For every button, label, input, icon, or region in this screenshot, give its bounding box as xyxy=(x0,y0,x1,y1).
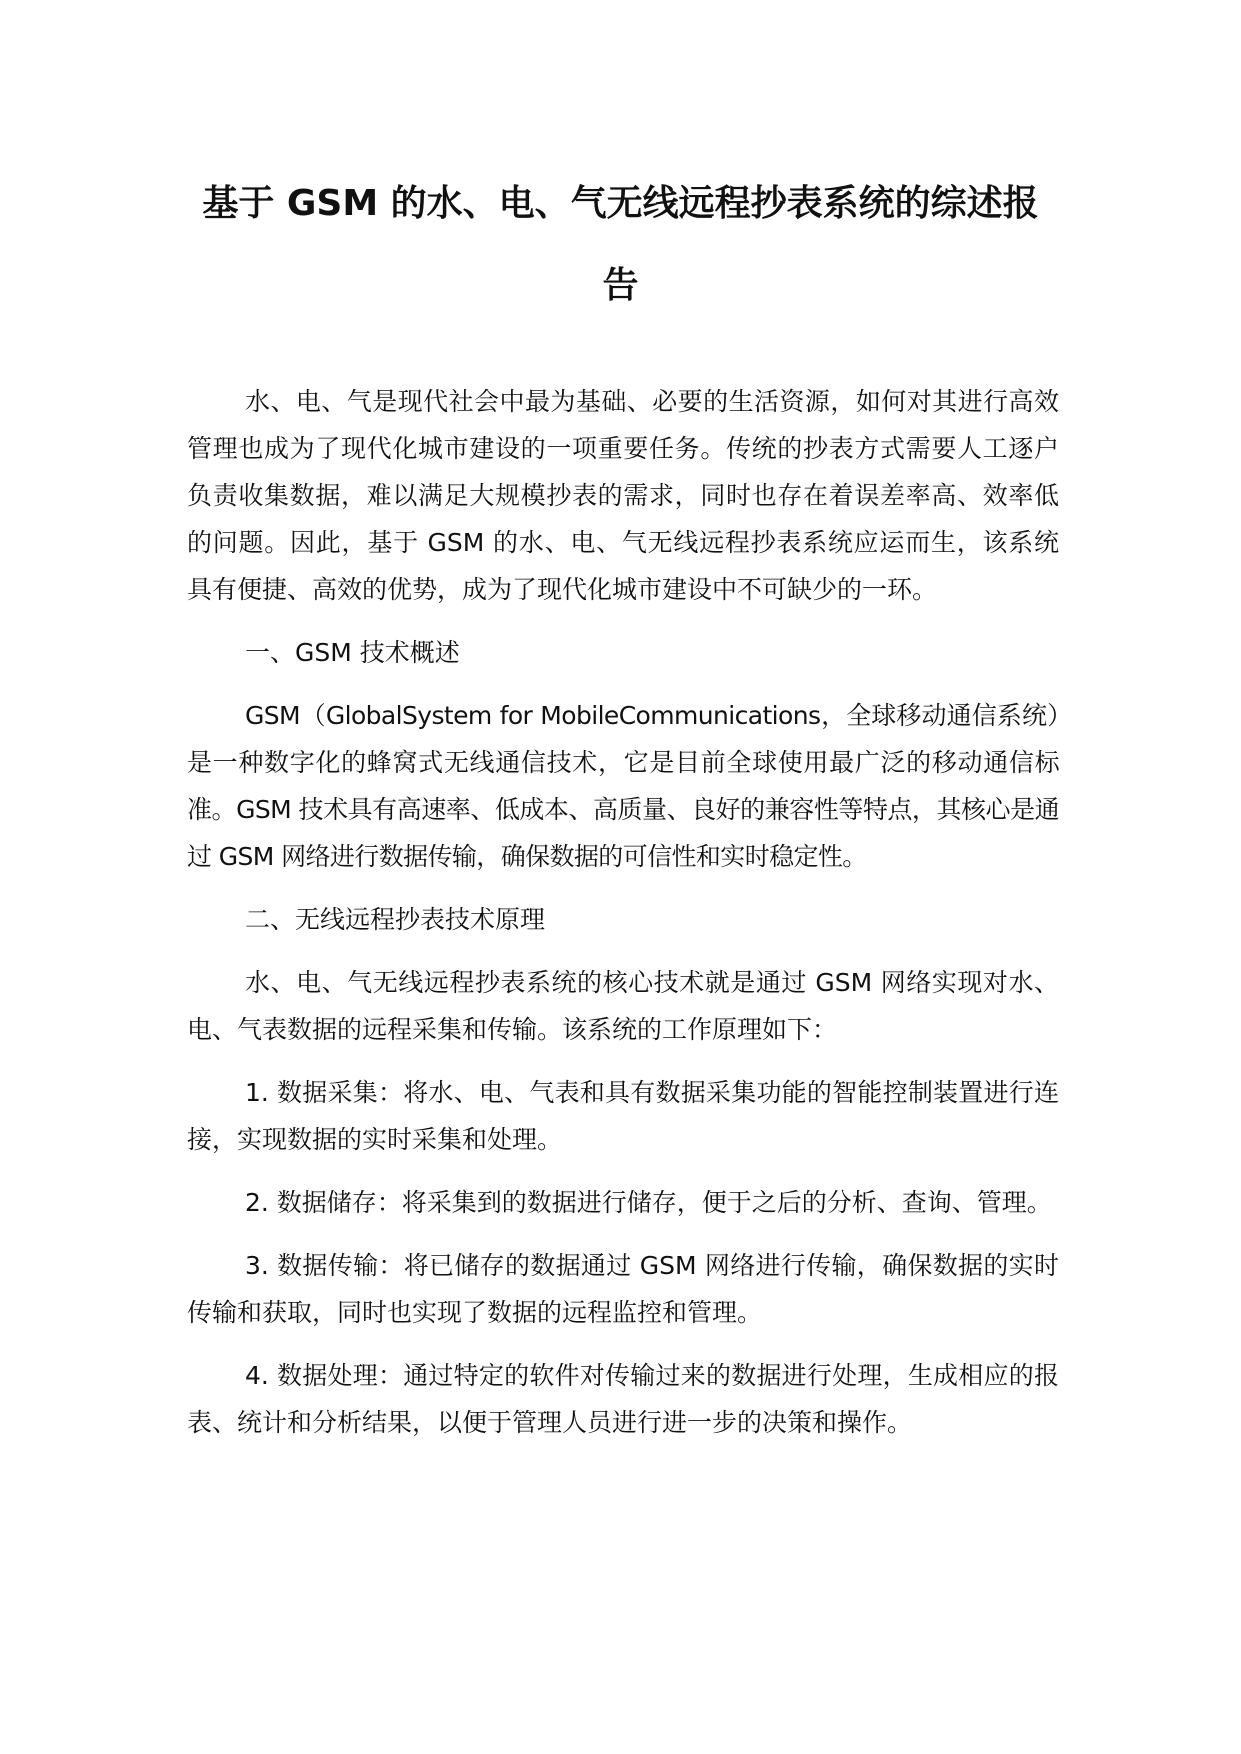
principle-paragraph: 水、电、气无线远程抄表系统的核心技术就是通过 GSM 网络实现对水、电、气表数据的远程采集和传输。该系统的工作原理如下： xyxy=(187,968,1059,1044)
document-title-line-2: 告 xyxy=(602,265,639,306)
list-item-data-storage: 2. 数据储存：将采集到的数据进行储存，便于之后的分析、查询、管理。 xyxy=(245,1188,1052,1217)
section-heading-2: 二、无线远程抄表技术原理 xyxy=(245,905,546,934)
list-item-data-collection: 1. 数据采集：将水、电、气表和具有数据采集功能的智能控制装置进行连接，实现数据的实时采集和处理。 xyxy=(187,1078,1059,1154)
section-heading-1: 一、GSM 技术概述 xyxy=(245,638,460,667)
gsm-overview-paragraph: GSM（GlobalSystem for MobileCommunications，全球移动通信系统）是一种数字化的蜂窝式无线通信技术，它是目前全球使用最广泛的移动通信标准。GSM 技术具有高速率、低成本、高质量、良好的兼容性等特点，其核心是通过 GSM 网络进行数据传输，确保数据的可信性和实时稳定性。 xyxy=(187,701,1059,871)
document-body xyxy=(187,378,1059,1446)
list-item-data-processing: 4. 数据处理：通过特定的软件对传输过来的数据进行处理，生成相应的报表、统计和分析结果，以便于管理人员进行进一步的决策和操作。 xyxy=(187,1361,1059,1437)
intro-paragraph: 水、电、气是现代社会中最为基础、必要的生活资源，如何对其进行高效管理也成为了现代化城市建设的一项重要任务。传统的抄表方式需要人工逐户负责收集数据，难以满足大规模抄表的需求，同时也存在着误差率高、效率低的问题。因此，基于 GSM 的水、电、气无线远程抄表系统应运而生，该系统具有便捷、高效的优势，成为了现代化城市建设中不可缺少的一环。 xyxy=(187,387,1059,604)
list-item-data-transmission: 3. 数据传输：将已储存的数据通过 GSM 网络进行传输，确保数据的实时传输和获取，同时也实现了数据的远程监控和管理。 xyxy=(187,1251,1059,1327)
document-title-line-1: 基于 GSM 的水、电、气无线远程抄表系统的综述报 xyxy=(202,183,1039,224)
